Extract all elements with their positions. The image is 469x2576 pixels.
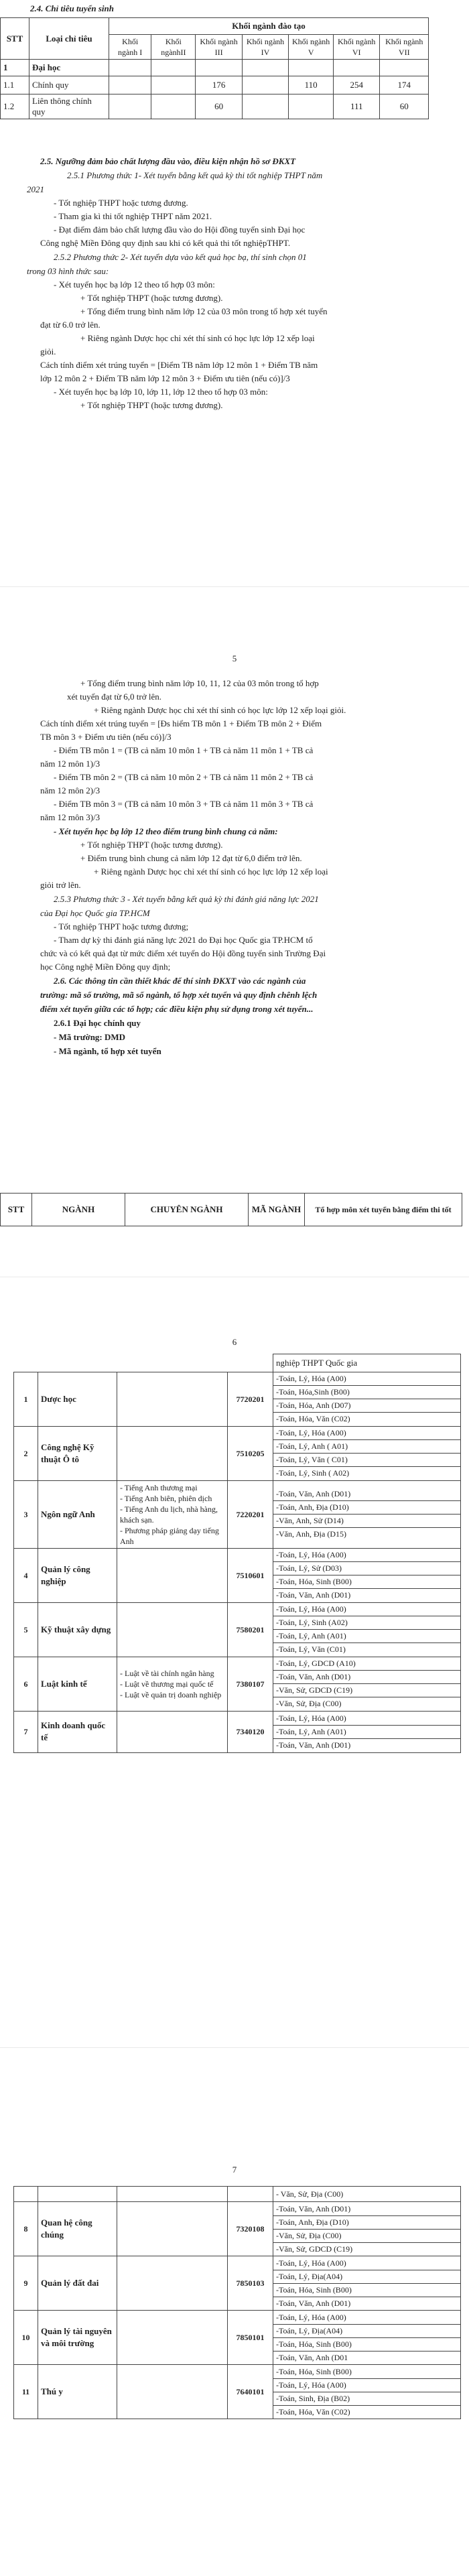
combo-item: -Toán, Văn, Anh (D01) bbox=[276, 1740, 351, 1750]
quota-label: Liên thông chính quy bbox=[29, 94, 109, 119]
text-line: - Tham dự kỳ thi đánh giá năng lực 2021 do Đại học Quốc gia TP.HCM tổ bbox=[54, 935, 313, 945]
heading-2-5-2: 2.5.2 Phương thức 2- Xét tuyển dựa vào kết quả học bạ, thí sinh chọn 01 bbox=[54, 252, 307, 262]
combo-item: -Toán, Văn, Anh (D01) bbox=[273, 1671, 460, 1684]
quota-stt: 1.2 bbox=[1, 94, 29, 119]
major-combos bbox=[273, 1602, 461, 1657]
text-line: xét tuyển đạt từ 6,0 trở lên. bbox=[67, 692, 162, 702]
major-code: 7340120 bbox=[228, 1711, 273, 1752]
quota-group-2: Khối ngànhII bbox=[151, 35, 196, 60]
method2-cont-list bbox=[40, 677, 442, 824]
quota-cell bbox=[333, 60, 380, 76]
combo-item: -Toán, Lý, Hóa (A00) bbox=[273, 1712, 460, 1726]
combo-item: -Toán, Lý, Hóa (A00) bbox=[273, 1603, 460, 1616]
major-name: Ngôn ngữ Anh bbox=[38, 1480, 117, 1548]
quota-group-1: Khối ngành I bbox=[109, 35, 151, 60]
combo-item: -Toán, Hóa, Văn (C02) bbox=[276, 1414, 350, 1423]
quota-group-5: Khối ngành V bbox=[289, 35, 334, 60]
major-code: 7380107 bbox=[228, 1657, 273, 1711]
major-code: 7510205 bbox=[228, 1426, 273, 1480]
combo-item: -Toán, Lý, GDCD (A10) bbox=[273, 1657, 460, 1671]
heading-2-6: 2.6. Các thông tin cần thiết khác để thí sinh ĐKXT vào các ngành của bbox=[54, 976, 306, 986]
major-row bbox=[14, 2365, 461, 2419]
quota-cell bbox=[196, 60, 242, 76]
text-line: + Tốt nghiệp THPT (hoặc tương đương). bbox=[80, 293, 223, 303]
major-row bbox=[14, 1548, 461, 1602]
heading-2-5-2-sub: trong 03 hình thức sau: bbox=[27, 266, 109, 276]
major-name: Công nghệ Kỹ thuật Ô tô bbox=[38, 1426, 117, 1480]
page7-rows bbox=[14, 2202, 461, 2419]
major-row bbox=[14, 1372, 461, 1426]
major-row bbox=[14, 1711, 461, 1752]
quota-cell bbox=[289, 94, 334, 119]
combo-item: -Toán, Lý, Hóa (A00) bbox=[273, 2311, 460, 2325]
quota-cell: 110 bbox=[289, 76, 334, 94]
header-blank bbox=[14, 1354, 273, 1372]
quota-group-6: Khối ngành VI bbox=[333, 35, 380, 60]
combo-item: -Toán, Anh, Địa (D10) bbox=[273, 1501, 460, 1515]
combo-item: -Toán, Lý, Anh (A01) bbox=[273, 1630, 460, 1643]
text-line: - Xét tuyển học bạ lớp 10, lớp 11, lớp 12 theo tổ hợp 03 môn: bbox=[54, 387, 268, 397]
quota-cell bbox=[289, 60, 334, 76]
spec-item: - Phương pháp giảng dạy tiếng Anh bbox=[120, 1525, 219, 1546]
major-stt: 3 bbox=[14, 1480, 38, 1548]
quota-cell bbox=[151, 76, 196, 94]
method2-list bbox=[40, 278, 442, 412]
text-line: năm 12 môn 1)/3 bbox=[40, 759, 100, 769]
heading-2-5-3-sub: của Đại học Quốc gia TP.HCM bbox=[40, 908, 150, 918]
major-name: Dược học bbox=[38, 1372, 117, 1426]
text-line: Cách tính điểm xét trúng tuyển = [Đs hiểm TB môn 1 + Điểm TB môn 2 + Điểm bbox=[40, 718, 322, 728]
page-gap bbox=[0, 536, 469, 637]
quota-cell: 60 bbox=[196, 94, 242, 119]
major-combos bbox=[273, 1480, 461, 1548]
text-line: + Điểm trung bình chung cả năm lớp 12 đạt từ 6,0 điểm trở lên. bbox=[80, 853, 302, 863]
combo-item: -Toán, Lý, Hóa (A00) bbox=[273, 1549, 460, 1562]
combo-item: -Toán, Hóa,Sinh (B00) bbox=[273, 1386, 460, 1399]
text-line: - Điểm TB môn 1 = (TB cả năm 10 môn 1 + TB cả năm 11 môn 1 + TB cả bbox=[54, 745, 314, 755]
text-line: + Riêng ngành Dược học chỉ xét thí sinh có học lực lớp 12 xếp loại bbox=[80, 333, 315, 343]
major-row bbox=[14, 1657, 461, 1711]
quota-group-3: Khối ngành III bbox=[196, 35, 242, 60]
combo-item: -Toán, Anh, Địa (D10) bbox=[273, 2216, 460, 2230]
page4-body bbox=[27, 154, 442, 412]
quota-body bbox=[1, 60, 429, 119]
text-line: + Tổng điểm trung bình năm lớp 10, 11, 12 của 03 môn trong tổ hợp bbox=[80, 678, 319, 688]
text-line: - Tham gia kì thi tốt nghiệp THPT năm 2021. bbox=[54, 211, 212, 221]
col-nganh: NGÀNH bbox=[32, 1194, 125, 1226]
xt12-list bbox=[40, 838, 442, 892]
major-spec bbox=[117, 1480, 228, 1548]
col-tohop: Tổ hợp môn xét tuyển bằng điểm thi tốt bbox=[305, 1194, 462, 1226]
text-line: - Điểm TB môn 3 = (TB cả năm 10 môn 3 + TB cả năm 11 môn 3 + TB cả bbox=[54, 799, 314, 809]
quota-label: Chính quy bbox=[29, 76, 109, 94]
combo-item: -Toán, Lý, Hóa (A00) bbox=[273, 2257, 460, 2270]
major-combos bbox=[273, 1426, 461, 1480]
text-line: lớp 12 môn 2 + Điểm TB năm lớp 12 môn 3 + Điểm ưu tiên (nếu có)]/3 bbox=[40, 373, 290, 383]
combo-item: -Toán, Hóa, Sinh (B00) bbox=[273, 1575, 460, 1589]
combo-item: -Toán, Hóa, Văn (C02) bbox=[276, 2406, 350, 2417]
combo-item: -Toán, Hóa, Sinh (B00) bbox=[273, 2338, 460, 2352]
major-table-page6 bbox=[13, 1354, 461, 1753]
quota-row bbox=[1, 60, 429, 76]
quota-group-4: Khối ngành IV bbox=[242, 35, 289, 60]
major-name: Quan hệ công chúng bbox=[38, 2202, 117, 2256]
heading-2-6-line2: trường: mã số trường, mã số ngành, tổ hợp xét tuyển và quy định chênh lệch bbox=[40, 990, 318, 1000]
combo-item: -Toán, Lý, Địa(A04) bbox=[273, 2325, 460, 2338]
text-line: - Tốt nghiệp THPT hoặc tương đương. bbox=[54, 198, 188, 208]
quota-cell: 176 bbox=[196, 76, 242, 94]
text-line: TB môn 3 + Điểm ưu tiên (nếu có)]/3 bbox=[40, 732, 172, 742]
major-code: 7850103 bbox=[228, 2256, 273, 2311]
text-line: Cách tính điểm xét trúng tuyển = [Điểm TB năm lớp 12 môn 1 + Điểm TB năm bbox=[40, 360, 318, 370]
major-name: Kinh doanh quốc tế bbox=[38, 1711, 117, 1752]
col-chuyen: CHUYÊN NGÀNH bbox=[125, 1194, 249, 1226]
spec-item: - Luật về tài chính ngân hàng bbox=[120, 1668, 214, 1678]
major-combos bbox=[273, 1657, 461, 1711]
col-tohop-cont: nghiệp THPT Quốc gia bbox=[273, 1354, 461, 1372]
method1-list bbox=[40, 196, 442, 250]
quota-cell bbox=[151, 94, 196, 119]
quota-cell bbox=[151, 60, 196, 76]
major-code: 7850101 bbox=[228, 2311, 273, 2365]
combo-item: -Văn, Anh, Sử (D14) bbox=[273, 1515, 460, 1528]
combo-item: -Văn, Sử, Địa (C00) bbox=[276, 1699, 342, 1708]
combo-item: -Toán, Lý, Văn (C01) bbox=[276, 1645, 346, 1654]
combo-item: -Toán, Văn, Anh (D01) bbox=[276, 2298, 351, 2308]
major-stt: 4 bbox=[14, 1548, 38, 1602]
quota-header-group: Khối ngành đào tạo bbox=[109, 18, 429, 35]
text-line: năm 12 môn 3)/3 bbox=[40, 812, 100, 822]
col-stt: STT bbox=[1, 1194, 32, 1226]
major-combos bbox=[273, 2202, 461, 2256]
quota-cell: 254 bbox=[333, 76, 380, 94]
text-line: - Đạt điểm đảm bảo chất lượng đầu vào do Hội đồng tuyển sinh Đại học bbox=[54, 224, 306, 235]
heading-2-5-1: 2.5.1 Phương thức 1- Xét tuyển bằng kết quả kỳ thi tốt nghiệp THPT năm bbox=[67, 170, 323, 180]
combo-item: -Toán, Lý, Sinh ( A02) bbox=[276, 1468, 350, 1478]
major-combos bbox=[273, 2311, 461, 2365]
combo-item: -Văn, Anh, Địa (D15) bbox=[276, 1529, 346, 1539]
major-name: Kỹ thuật xây dựng bbox=[38, 1602, 117, 1657]
major-code: 7720201 bbox=[228, 1372, 273, 1426]
combo-item: -Toán, Văn, Anh (D01) bbox=[273, 2203, 460, 2216]
text-line: + Tổng điểm trung bình năm lớp 12 của 03 môn trong tổ hợp xét tuyển bbox=[80, 306, 328, 316]
quota-row bbox=[1, 76, 429, 94]
combo-item: -Toán, Văn, Anh (D01) bbox=[276, 1590, 351, 1600]
major-name: Luật kinh tế bbox=[38, 1657, 117, 1711]
combo-item: -Toán, Văn, Anh (D01) bbox=[273, 1488, 460, 1501]
major-name: Quản lý đất đai bbox=[38, 2256, 117, 2311]
combo-item: -Toán, Lý, Hóa (A00) bbox=[273, 1427, 460, 1440]
text-line: + Riêng ngành Dược học chỉ xét thí sinh có học lực lớp 12 xếp loại bbox=[94, 866, 328, 877]
major-code: 7320108 bbox=[228, 2202, 273, 2256]
major-name: Thú y bbox=[38, 2365, 117, 2419]
major-combos bbox=[273, 1548, 461, 1602]
major-row bbox=[14, 2256, 461, 2311]
major-combos bbox=[273, 1372, 461, 1426]
combo-item: -Toán, Sinh, Địa (B02) bbox=[273, 2392, 460, 2406]
page-gap bbox=[0, 1997, 469, 2098]
text-line: giỏi trở lên. bbox=[40, 880, 81, 890]
combo-item: -Toán, Lý, Anh ( A01) bbox=[273, 1440, 460, 1454]
text-line: + Tốt nghiệp THPT (hoặc tương đương). bbox=[80, 840, 223, 850]
major-spec bbox=[117, 1372, 228, 1426]
heading-2-6-1: 2.6.1 Đại học chính quy bbox=[54, 1018, 141, 1028]
text-line: đạt từ 6.0 trở lên. bbox=[40, 320, 100, 330]
page-gap bbox=[0, 1226, 469, 1327]
major-spec bbox=[117, 1657, 228, 1711]
spec-item: - Tiếng Anh biên, phiên dịch bbox=[120, 1493, 212, 1503]
school-code: - Mã trường: DMD bbox=[54, 1032, 126, 1042]
page-number-5: 5 bbox=[232, 653, 237, 663]
major-row bbox=[14, 2202, 461, 2256]
combo-item: -Toán, Lý, Hóa (A00) bbox=[273, 2379, 460, 2392]
text-line: giỏi. bbox=[40, 346, 56, 357]
quota-cell bbox=[242, 60, 289, 76]
major-table-header bbox=[0, 1193, 462, 1226]
major-stt: 11 bbox=[14, 2365, 38, 2419]
major-row bbox=[14, 1602, 461, 1657]
spec-item: - Luật về quản trị doanh nghiệp bbox=[120, 1689, 222, 1699]
text-line: Công nghệ Miền Đông quy định sau khi có kết quả thi tốt nghiệpTHPT. bbox=[40, 238, 291, 248]
quota-label: Đại học bbox=[29, 60, 109, 76]
page-number-6: 6 bbox=[232, 1337, 237, 1347]
quota-cell bbox=[242, 76, 289, 94]
combo-item: -Toán, Lý, Sinh (A02) bbox=[273, 1616, 460, 1630]
heading-2-5-1-year: 2021 bbox=[27, 184, 44, 194]
major-name: Quản lý tài nguyên và môi trường bbox=[38, 2311, 117, 2365]
combo-item: -Văn, Sử, GDCD (C19) bbox=[276, 2244, 353, 2254]
major-stt: 6 bbox=[14, 1657, 38, 1711]
combo-item: -Toán, Lý, Anh (A01) bbox=[273, 1726, 460, 1739]
major-spec bbox=[117, 1548, 228, 1602]
major-code-label: - Mã ngành, tổ hợp xét tuyển bbox=[54, 1046, 161, 1056]
text-line: - Tốt nghiệp THPT hoặc tương đương; bbox=[54, 921, 189, 931]
text-line: + Tốt nghiệp THPT (hoặc tương đương). bbox=[80, 400, 223, 410]
page5-body bbox=[40, 677, 442, 1058]
text-line: - Điểm TB môn 2 = (TB cả năm 10 môn 2 + TB cả năm 11 môn 2 + TB cả bbox=[54, 772, 314, 782]
page6-rows bbox=[14, 1372, 461, 1752]
major-stt: 2 bbox=[14, 1426, 38, 1480]
major-code: 7580201 bbox=[228, 1602, 273, 1657]
major-row bbox=[14, 1480, 461, 1548]
quota-cell: 174 bbox=[380, 76, 429, 94]
quota-group-7: Khối ngành VII bbox=[380, 35, 429, 60]
major-spec bbox=[117, 1711, 228, 1752]
combo-item: -Toán, Văn, Anh (D01 bbox=[276, 2352, 348, 2362]
major-stt: 8 bbox=[14, 2202, 38, 2256]
quota-cell bbox=[242, 94, 289, 119]
major-combos bbox=[273, 2256, 461, 2311]
major-spec bbox=[117, 2202, 228, 2256]
quota-cell bbox=[109, 94, 151, 119]
page-number-7: 7 bbox=[232, 2165, 237, 2175]
major-spec bbox=[117, 2311, 228, 2365]
major-stt: 10 bbox=[14, 2311, 38, 2365]
quota-table bbox=[0, 17, 429, 119]
major-code: 7640101 bbox=[228, 2365, 273, 2419]
text-line: học Công nghệ Miền Đông quy định; bbox=[40, 962, 171, 972]
major-stt: 7 bbox=[14, 1711, 38, 1752]
combo-item: -Toán, Hóa, Sinh (B00) bbox=[273, 2366, 460, 2379]
major-spec bbox=[117, 1602, 228, 1657]
text-line: chức và có kết quả đạt từ mức điểm xét tuyển do Hội đồng tuyển sinh Trường Đại bbox=[40, 948, 326, 958]
heading-xt12: - Xét tuyển học bạ lớp 12 theo điểm trung bình chung cả năm: bbox=[54, 826, 278, 836]
heading-2-5: 2.5. Ngưỡng đảm bảo chất lượng đầu vào, điều kiện nhận hồ sơ ĐKXT bbox=[40, 156, 296, 166]
spec-item: - Luật về thương mại quốc tế bbox=[120, 1679, 214, 1689]
quota-stt: 1.1 bbox=[1, 76, 29, 94]
combo-item: -Toán, Lý, Văn ( C01) bbox=[273, 1454, 460, 1467]
major-table-page7 bbox=[13, 2186, 461, 2419]
method3-list bbox=[40, 920, 442, 974]
quota-row bbox=[1, 94, 429, 119]
major-stt: 1 bbox=[14, 1372, 38, 1426]
heading-2-6-line3: điểm xét tuyển giữa các tổ hợp; các điều kiện phụ sử dụng trong xét tuyển... bbox=[40, 1004, 314, 1014]
major-stt: 5 bbox=[14, 1602, 38, 1657]
major-spec bbox=[117, 1426, 228, 1480]
heading-2-5-3: 2.5.3 Phương thức 3 - Xét tuyển bằng kết quả kỳ thi đánh giá năng lực 2021 bbox=[54, 894, 319, 904]
quota-header-stt: STT bbox=[1, 18, 29, 60]
text-line: - Xét tuyển học bạ lớp 12 theo tổ hợp 03 môn: bbox=[54, 279, 215, 289]
quota-stt: 1 bbox=[1, 60, 29, 76]
major-stt: 9 bbox=[14, 2256, 38, 2311]
major-row bbox=[14, 1426, 461, 1480]
major-name: Quản lý công nghiệp bbox=[38, 1548, 117, 1602]
major-row bbox=[14, 2311, 461, 2365]
major-combos bbox=[273, 1711, 461, 1752]
major-spec bbox=[117, 2256, 228, 2311]
combo-item: -Văn, Sử, Địa (C00) bbox=[273, 2230, 460, 2243]
spec-item: - Tiếng Anh thương mại bbox=[120, 1482, 198, 1492]
combo-item: -Toán, Lý, Hóa (A00) bbox=[273, 1372, 460, 1386]
combo-item: -Văn, Sử, GDCD (C19) bbox=[273, 1684, 460, 1697]
combo-item: -Toán, Hóa, Sinh (B00) bbox=[273, 2284, 460, 2297]
quota-cell bbox=[109, 60, 151, 76]
quota-cell: 111 bbox=[333, 94, 380, 119]
section-header: 2.4. Chỉ tiêu tuyển sinh bbox=[30, 3, 114, 13]
quota-header-loai: Loại chỉ tiêu bbox=[29, 18, 109, 60]
text-line: năm 12 môn 2)/3 bbox=[40, 785, 100, 795]
col-ma: MÃ NGÀNH bbox=[249, 1194, 305, 1226]
quota-cell bbox=[380, 60, 429, 76]
major-code: 7510601 bbox=[228, 1548, 273, 1602]
major-code: 7220201 bbox=[228, 1480, 273, 1548]
major-combos bbox=[273, 2365, 461, 2419]
carry-combo: - Văn, Sử, Địa (C00) bbox=[273, 2187, 461, 2202]
combo-item: -Toán, Lý, Sử (D03) bbox=[273, 1562, 460, 1575]
combo-item: -Toán, Hóa, Anh (D07) bbox=[273, 1399, 460, 1413]
combo-item: -Toán, Lý, Địa(A04) bbox=[273, 2270, 460, 2284]
major-spec bbox=[117, 2365, 228, 2419]
quota-cell bbox=[109, 76, 151, 94]
spec-item: - Tiếng Anh du lịch, nhà hàng, khách sạn. bbox=[120, 1504, 218, 1525]
text-line: + Riêng ngành Dược học chỉ xét thí sinh có học lực lớp 12 xếp loại giỏi. bbox=[94, 705, 346, 715]
quota-cell: 60 bbox=[380, 94, 429, 119]
